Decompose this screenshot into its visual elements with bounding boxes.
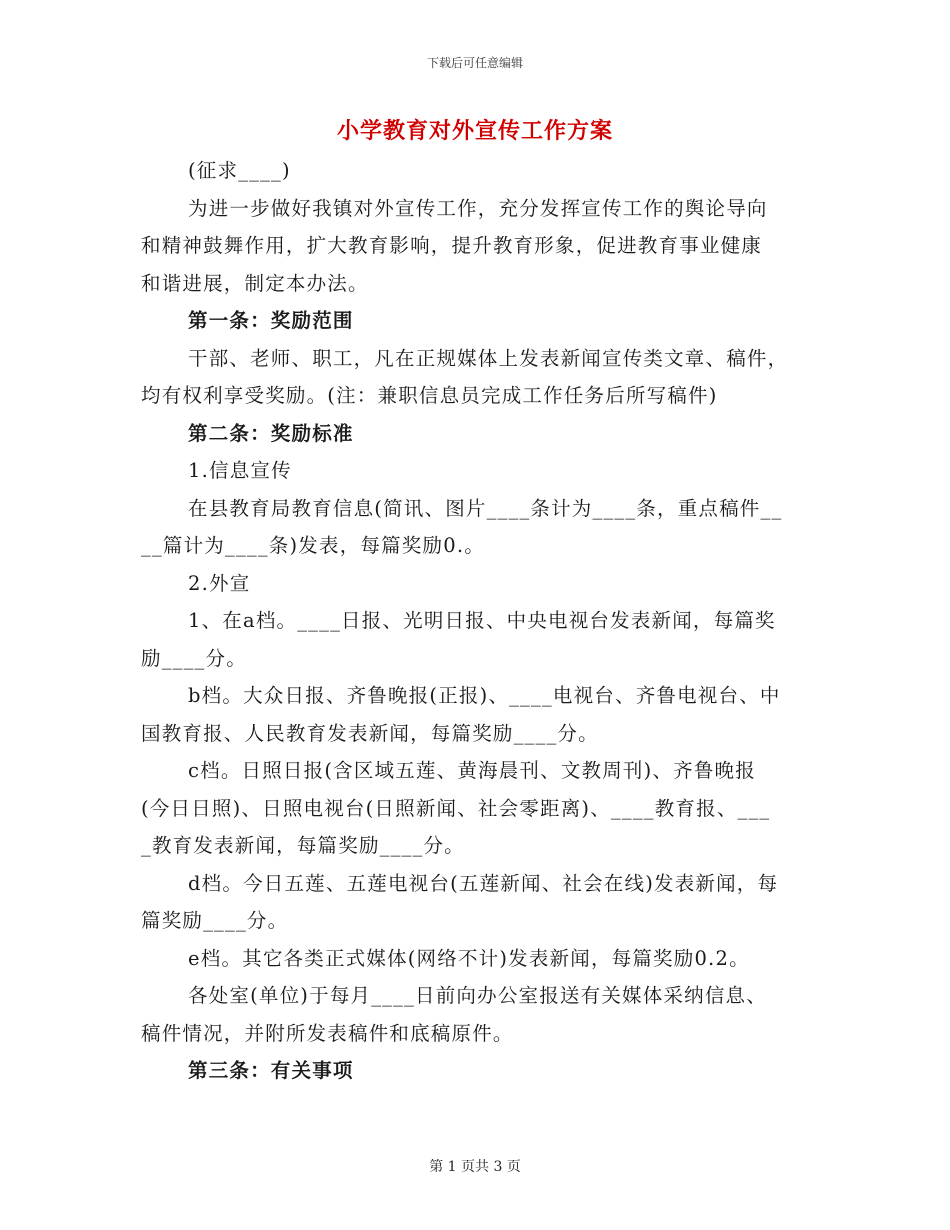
paragraph-line: d档。今日五莲、五莲电视台(五莲新闻、社会在线)发表新闻，每 (188, 871, 779, 895)
request-note: (征求____) (188, 159, 291, 182)
paragraph-line: _教育发表新闻，每篇奖励____分。 (141, 834, 465, 857)
paragraph-line: 各处室(单位)于每月____日前向办公室报送有关媒体采纳信息、 (188, 984, 767, 1007)
paragraph-line: 励____分。 (141, 646, 247, 670)
page-footer: 第 1 页共 3 页 (429, 1159, 521, 1175)
paragraph-line: (今日日照)、日照电视台(日照新闻、社会零距离)、____教育报、___ (141, 796, 771, 820)
paragraph-line: 1、在a档。____日报、光明日报、中央电视台发表新闻，每篇奖 (188, 609, 776, 632)
paragraph-line: e档。其它各类正式媒体(网络不计)发表新闻，每篇奖励0.2。 (188, 946, 750, 970)
paragraph-line: 均有权利享受奖励。(注：兼职信息员完成工作任务后所写稿件) (141, 384, 718, 407)
subsection-heading: 1.信息宣传 (188, 459, 292, 482)
paragraph-line: c档。日照日报(含区域五莲、黄海晨刊、文教周刊)、齐鲁晚报 (188, 759, 756, 782)
section-heading: 第一条：奖励范围 (188, 309, 354, 332)
paragraph-line: 稿件情况，并附所发表稿件和底稿原件。 (141, 1021, 514, 1045)
paragraph-line: 为进一步做好我镇对外宣传工作，充分发挥宣传工作的舆论导向 (188, 196, 768, 220)
section-heading: 第三条：有关事项 (188, 1059, 354, 1082)
paragraph-line: 篇奖励____分。 (141, 909, 289, 932)
paragraph-line: 干部、老师、职工，凡在正规媒体上发表新闻宣传类文章、稿件， (188, 346, 789, 370)
paragraph-line: 在县教育局教育信息(简讯、图片____条计为____条，重点稿件__ (188, 496, 783, 520)
section-heading: 第二条：奖励标准 (188, 421, 354, 445)
paragraph-line: b档。大众日报、齐鲁晚报(正报)、____电视台、齐鲁电视台、中 (188, 684, 781, 707)
header-note: 下载后可任意编辑 (426, 56, 523, 70)
paragraph-line: 国教育报、人民教育发表新闻，每篇奖励____分。 (141, 721, 599, 745)
paragraph-line: 和谐进展，制定本办法。 (141, 271, 369, 295)
document-body (141, 152, 811, 1090)
paragraph-line: 和精神鼓舞作用，扩大教育影响，提升教育形象，促进教育事业健康 (141, 234, 763, 257)
subsection-heading: 2.外宣 (188, 571, 251, 595)
paragraph-line: __篇计为____条)发表，每篇奖励0.。 (141, 534, 485, 557)
document-title: 小学教育对外宣传工作方案 (336, 118, 613, 144)
